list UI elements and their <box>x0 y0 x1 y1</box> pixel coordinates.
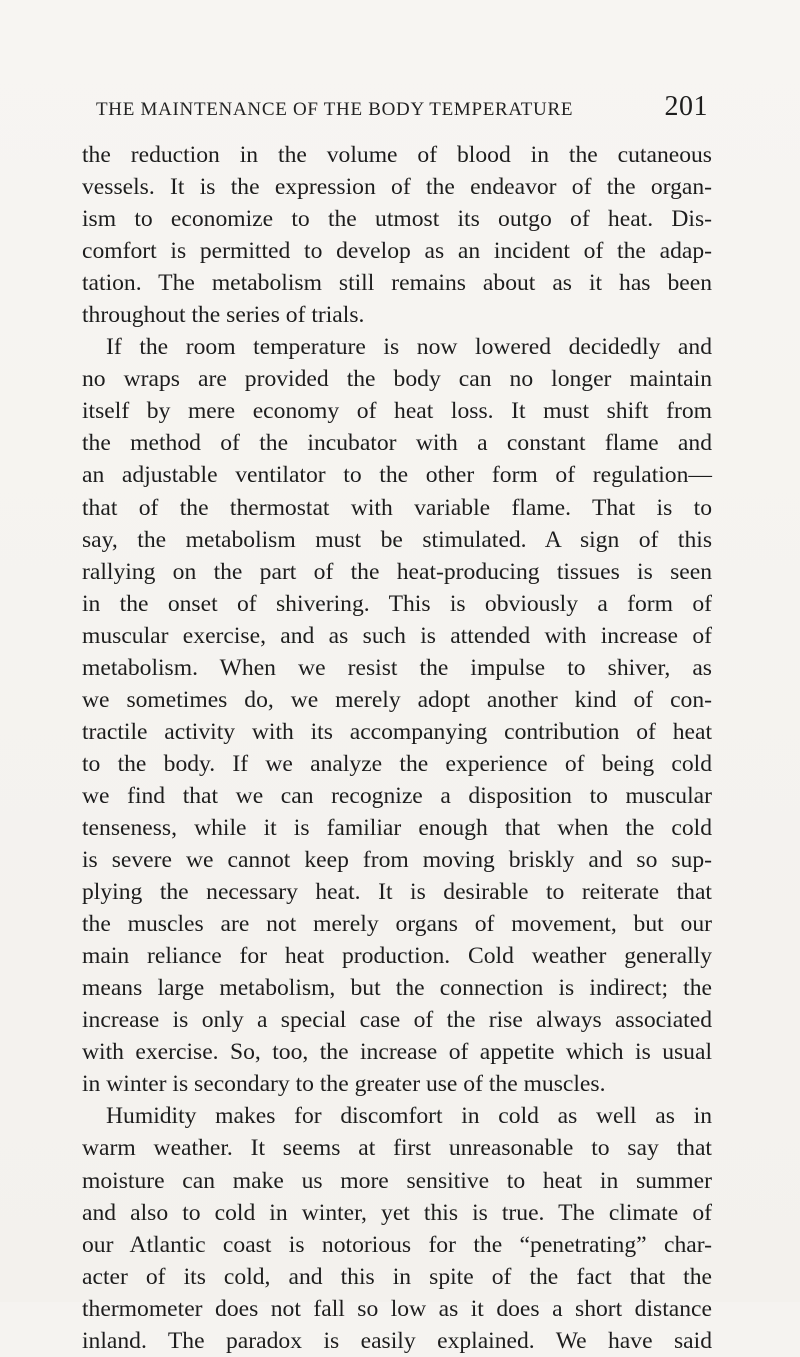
text-line: main reliance for heat production. Cold weather generally <box>82 943 712 970</box>
text-line: If the room temperature is now lowered decidedly and <box>106 334 712 361</box>
text-line: rallying on the part of the heat-producing tissues is seen <box>82 558 712 585</box>
page-number: 201 <box>664 91 708 122</box>
text-line: no wraps are provided the body can no longer maintain <box>82 366 712 393</box>
text-line: is severe we cannot keep from moving briskly and so sup- <box>82 847 712 874</box>
text-line: thermometer does not fall so low as it does a short distance <box>82 1295 712 1322</box>
text-line: Humidity makes for discomfort in cold as well as in <box>106 1103 712 1130</box>
text-line: the method of the incubator with a constant flame and <box>82 430 712 457</box>
running-header <box>96 91 708 127</box>
text-line: with exercise. So, too, the increase of appetite which is usual <box>82 1039 712 1066</box>
text-line: in the onset of shivering. This is obviously a form of <box>82 590 712 617</box>
text-line: tenseness, while it is familiar enough that when the cold <box>82 814 712 841</box>
text-line: comfort is permitted to develop as an incident of the adap- <box>82 238 712 265</box>
text-line: acter of its cold, and this in spite of the fact that the <box>82 1263 712 1290</box>
text-line: tractile activity with its accompanying contribution of heat <box>82 718 712 745</box>
text-line: we sometimes do, we merely adopt another kind of con- <box>82 686 712 713</box>
chapter-title: THE MAINTENANCE OF THE BODY TEMPERATURE <box>96 99 574 120</box>
text-line: to the body. If we analyze the experience of being cold <box>82 750 712 777</box>
text-line: plying the necessary heat. It is desirable to reiterate that <box>82 879 712 906</box>
text-line: ism to economize to the utmost its outgo of heat. Dis- <box>82 206 712 233</box>
text-line: and also to cold in winter, yet this is true. The climate of <box>82 1199 712 1226</box>
text-line: metabolism. When we resist the impulse to shiver, as <box>82 654 712 681</box>
body-text <box>82 139 712 1357</box>
text-line: vessels. It is the expression of the endeavor of the organ- <box>82 174 712 201</box>
text-line: warm weather. It seems at first unreasonable to say that <box>82 1135 712 1162</box>
text-line: our Atlantic coast is notorious for the “penetrating” char- <box>82 1231 712 1258</box>
text-line: increase is only a special case of the rise always associated <box>82 1007 712 1034</box>
text-line: tation. The metabolism still remains about as it has been <box>82 270 712 297</box>
text-line: itself by mere economy of heat loss. It must shift from <box>82 398 712 425</box>
text-line: throughout the series of trials. <box>82 302 365 329</box>
text-line: moisture can make us more sensitive to heat in summer <box>82 1167 712 1194</box>
text-line: we find that we can recognize a disposition to muscular <box>82 782 712 809</box>
text-line: the reduction in the volume of blood in the cutaneous <box>82 142 712 168</box>
text-line: inland. The paradox is easily explained. We have said <box>82 1327 712 1354</box>
text-line: that of the thermostat with variable flame. That is to <box>82 494 712 521</box>
text-line: the muscles are not merely organs of movement, but our <box>82 911 712 938</box>
text-line: an adjustable ventilator to the other form of regulation— <box>82 462 712 489</box>
text-line: means large metabolism, but the connection is indirect; the <box>82 975 712 1002</box>
text-line: muscular exercise, and as such is attended with increase of <box>82 622 712 649</box>
text-line: say, the metabolism must be stimulated. A sign of this <box>82 526 712 553</box>
text-line: in winter is secondary to the greater use of the muscles. <box>82 1071 606 1098</box>
